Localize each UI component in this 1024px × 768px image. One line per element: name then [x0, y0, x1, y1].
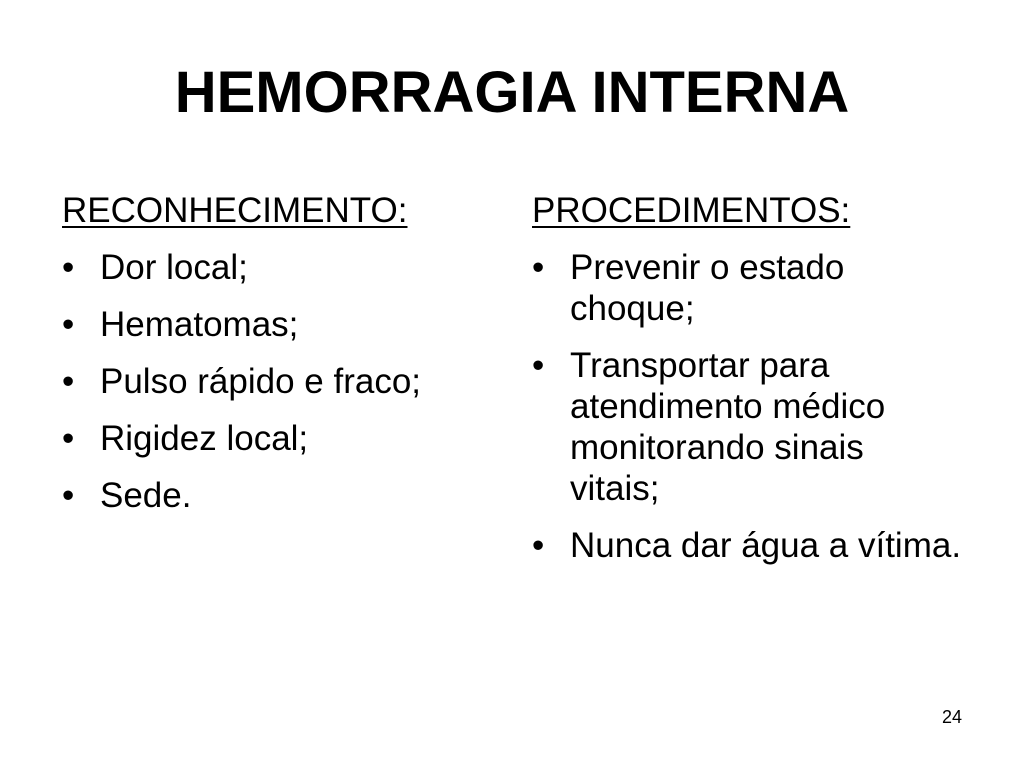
- list-item: [62, 304, 502, 345]
- left-column: [62, 190, 502, 532]
- list-item-text: Pulso rápido e fraco;: [100, 362, 422, 401]
- bullet-icon: •: [62, 419, 75, 458]
- right-column: [532, 190, 962, 582]
- list-item-text: Hematomas;: [100, 305, 299, 344]
- bullet-icon: •: [62, 305, 75, 344]
- list-item-text: Prevenir o estado choque;: [570, 248, 845, 328]
- slide-title: HEMORRAGIA INTERNA: [174, 60, 850, 125]
- list-item: [62, 247, 502, 288]
- bullet-icon: •: [62, 248, 75, 287]
- bullet-icon: •: [532, 526, 545, 565]
- list-item: [532, 247, 962, 329]
- list-item: [62, 418, 502, 459]
- bullet-icon: •: [532, 248, 545, 287]
- list-item: [62, 475, 502, 516]
- list-item-text: Sede.: [100, 476, 192, 515]
- list-item-text: Rigidez local;: [100, 419, 309, 458]
- list-item-text: Transportar para atendimento médico monitorando sinais vitais;: [570, 346, 886, 508]
- list-item: [62, 361, 502, 402]
- bullet-icon: •: [62, 362, 75, 401]
- list-item-text: Dor local;: [100, 248, 248, 287]
- page-number: 24: [941, 707, 962, 727]
- bullet-icon: •: [532, 346, 545, 385]
- procedures-list: [532, 247, 962, 566]
- procedures-heading: PROCEDIMENTOS:: [532, 191, 851, 230]
- list-item: [532, 345, 962, 509]
- recognition-heading: RECONHECIMENTO:: [62, 191, 408, 230]
- list-item-text: Nunca dar água a vítima.: [570, 526, 962, 565]
- bullet-icon: •: [62, 476, 75, 515]
- list-item: [532, 525, 962, 566]
- recognition-list: [62, 247, 502, 516]
